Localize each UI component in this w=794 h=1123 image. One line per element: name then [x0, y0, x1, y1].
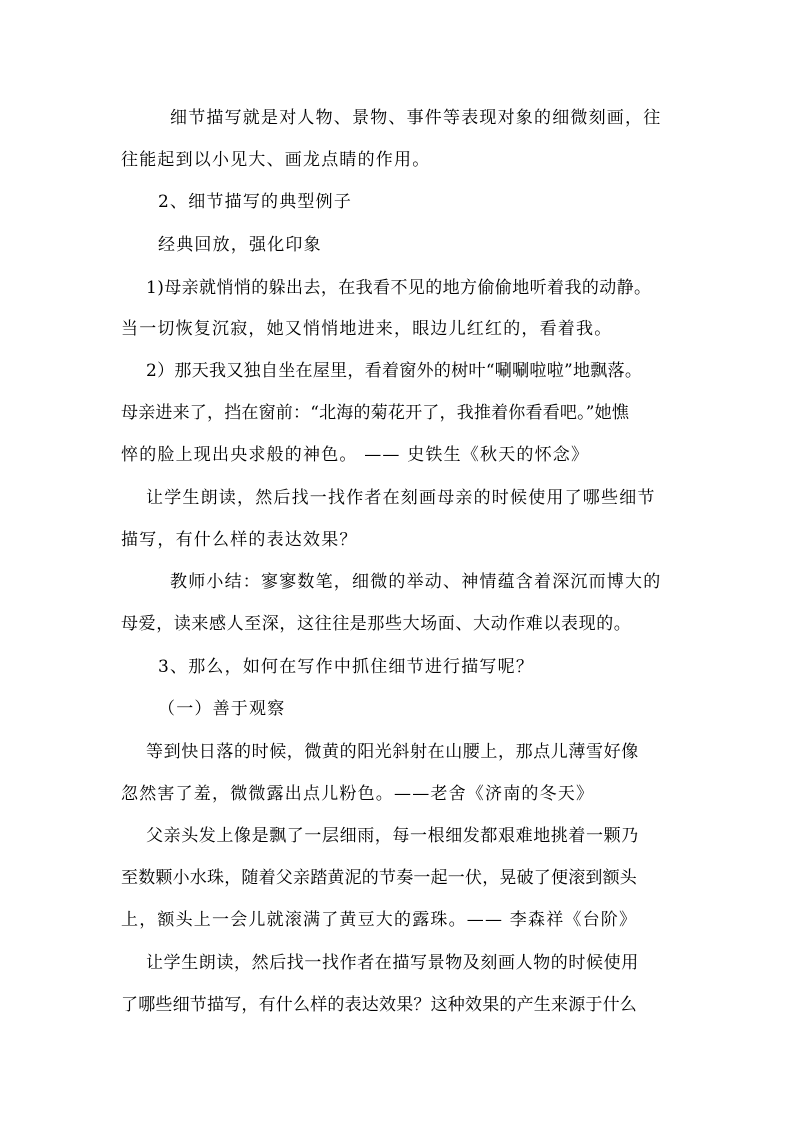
teacher-summary-line-1: 教师小结：寥寥数笔，细微的举动、神情蕴含着深沉而博大的	[170, 572, 662, 592]
paragraph-definition-line-1: 细节描写就是对人物、景物、事件等表现对象的细微刻画，往	[170, 108, 662, 128]
example-2-line-3: 悴的脸上现出央求般的神色。 —— 史铁生《秋天的怀念》	[121, 445, 590, 465]
student-reading-task-1-line-1: 让学生朗读，然后找一找作者在刻画母亲的时候使用了哪些细节	[146, 488, 656, 508]
student-reading-task-1-line-2: 描写，有什么样的表达效果？	[121, 530, 358, 550]
example-3-line-1: 等到快日落的时候，微黄的阳光斜射在山腰上，那点儿薄雪好像	[146, 742, 639, 762]
example-4-line-2: 至数颗小水珠，随着父亲踏黄泥的节奏一起一伏，晃破了便滚到额头	[121, 868, 637, 888]
example-4-line-3: 上，额头上一会儿就滚满了黄豆大的露珠。—— 李森祥《台阶》	[121, 910, 638, 930]
example-4-line-1: 父亲头发上像是飘了一层细雨，每一根细发都艰难地挑着一颗乃	[146, 826, 639, 846]
subheading-classic-review: 经典回放，强化印象	[158, 235, 322, 255]
example-2-line-1: 2）那天我又独自坐在屋里，看着窗外的树叶“唰唰啦啦”地飘落。	[146, 361, 643, 381]
teacher-summary-line-2: 母爱，读来感人至深，这往往是那些大场面、大动作难以表现的。	[121, 614, 632, 634]
example-3-line-2: 忽然害了羞，微微露出点儿粉色。——老舍《济南的冬天》	[121, 784, 595, 804]
section-heading-examples: 2、细节描写的典型例子	[158, 192, 353, 212]
paragraph-definition-line-2: 往能起到以小见大、画龙点睛的作用。	[121, 150, 431, 170]
example-2-line-2: 母亲进来了，挡在窗前：“北海的菊花开了，我推着你看看吧。”她憔	[121, 403, 630, 423]
example-1-line-1: 1)母亲就悄悄的躲出去，在我看不见的地方偷偷地听着我的动静。	[146, 278, 652, 298]
student-reading-task-2-line-1: 让学生朗读，然后找一找作者在描写景物及刻画人物的时候使用	[146, 953, 639, 973]
subheading-observe: （一）善于观察	[158, 699, 286, 719]
student-reading-task-2-line-2: 了哪些细节描写，有什么样的表达效果？这种效果的产生来源于什么	[121, 995, 637, 1015]
example-1-line-2: 当一切恢复沉寂，她又悄悄地进来，眼边儿红红的，看着我。	[121, 319, 613, 339]
section-heading-how-to: 3、那么，如何在写作中抓住细节进行描写呢？	[158, 657, 535, 677]
